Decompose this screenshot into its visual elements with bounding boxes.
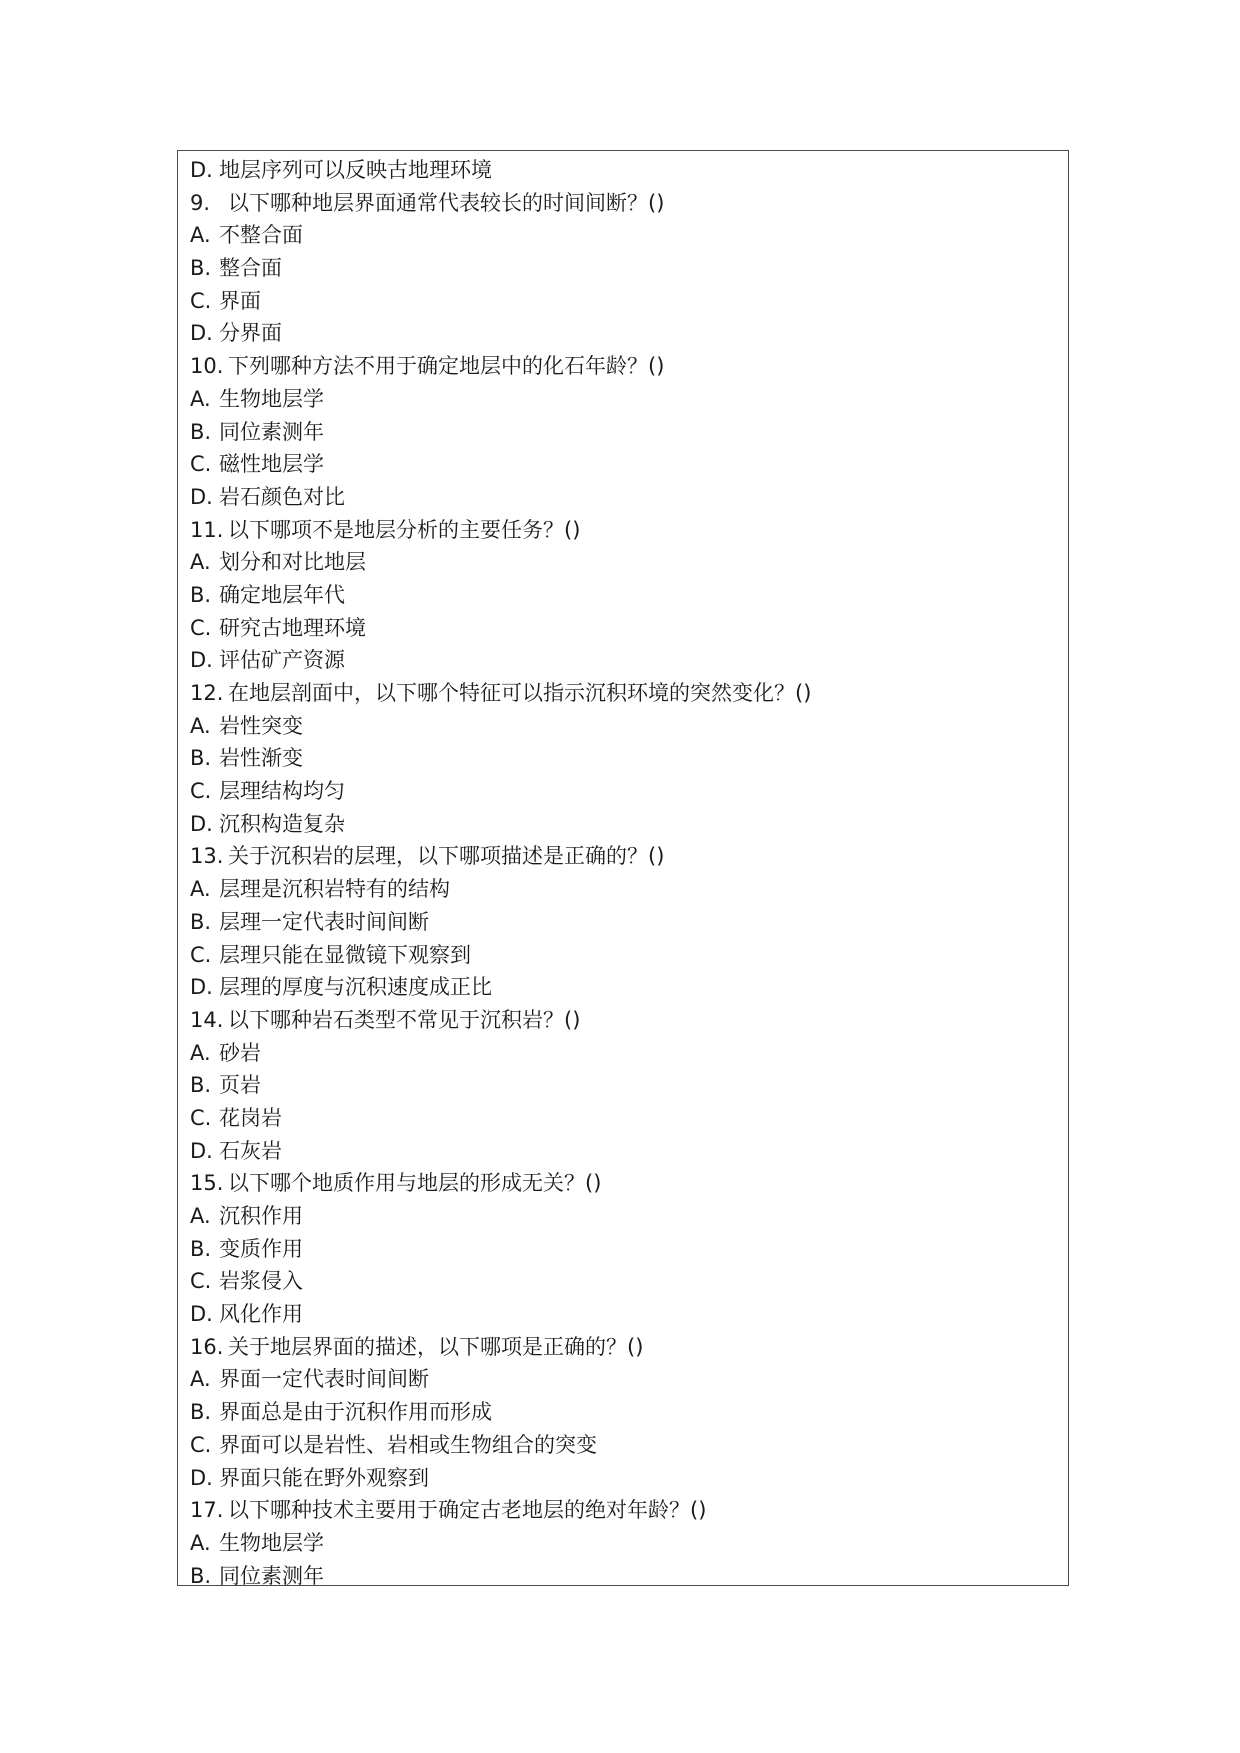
option-line xyxy=(190,1396,1058,1429)
option-line xyxy=(190,644,1058,677)
question-line xyxy=(190,187,1058,220)
option-letter: D. xyxy=(190,158,213,182)
option-line xyxy=(190,1298,1058,1331)
option-line xyxy=(190,939,1058,972)
option-line xyxy=(190,742,1058,775)
option-line xyxy=(190,612,1058,645)
question-number: 13. xyxy=(190,844,224,869)
option-line xyxy=(190,252,1058,285)
question-text: 关于地层界面的描述，以下哪项是正确的？() xyxy=(228,1334,644,1359)
question-line xyxy=(190,1167,1058,1200)
question-frame xyxy=(177,150,1069,1586)
option-text: 层理只能在显微镜下观察到 xyxy=(219,942,471,967)
option-text: 界面一定代表时间间断 xyxy=(219,1367,429,1392)
option-text: 分界面 xyxy=(219,321,282,346)
option-letter: A. xyxy=(190,1204,211,1228)
option-text: 同位素测年 xyxy=(219,1563,324,1588)
option-letter: B. xyxy=(190,1073,212,1098)
option-letter: D. xyxy=(190,1465,213,1490)
option-line xyxy=(190,1265,1058,1298)
option-letter: A. xyxy=(190,1040,211,1065)
option-text: 生物地层学 xyxy=(219,1530,324,1555)
option-line xyxy=(190,710,1058,743)
option-text: 岩石颜色对比 xyxy=(219,484,345,509)
option-line xyxy=(190,1462,1058,1495)
option-line xyxy=(190,1527,1058,1560)
option-text: 整合面 xyxy=(219,256,282,281)
option-text: 石灰岩 xyxy=(219,1138,282,1163)
option-line xyxy=(190,219,1058,252)
option-text: 层理的厚度与沉积速度成正比 xyxy=(219,975,492,1000)
option-line xyxy=(190,579,1058,612)
option-letter: B. xyxy=(190,419,212,444)
option-text: 变质作用 xyxy=(219,1236,303,1261)
option-text: 层理是沉积岩特有的结构 xyxy=(219,877,450,902)
question-text: 以下哪项不是地层分析的主要任务？() xyxy=(228,517,581,542)
option-letter: C. xyxy=(190,942,212,967)
option-text: 确定地层年代 xyxy=(219,582,345,607)
question-text: 在地层剖面中，以下哪个特征可以指示沉积环境的突然变化？() xyxy=(228,681,812,705)
option-line xyxy=(190,971,1058,1004)
option-letter: C. xyxy=(190,288,212,313)
option-text: 研究古地理环境 xyxy=(219,615,366,640)
option-line xyxy=(190,1135,1058,1168)
option-line xyxy=(190,448,1058,481)
option-letter: B. xyxy=(190,1400,212,1425)
question-line xyxy=(190,677,1058,710)
option-line xyxy=(190,1233,1058,1266)
option-line xyxy=(190,154,1058,187)
option-line xyxy=(190,285,1058,318)
option-letter: C. xyxy=(190,615,212,640)
question-number: 12. xyxy=(190,681,224,705)
option-text: 生物地层学 xyxy=(219,386,324,411)
question-line xyxy=(190,840,1058,873)
option-line xyxy=(190,383,1058,416)
option-text: 沉积作用 xyxy=(219,1204,303,1228)
option-line xyxy=(190,317,1058,350)
option-line xyxy=(190,1200,1058,1233)
option-text: 花岗岩 xyxy=(219,1105,282,1130)
option-text: 砂岩 xyxy=(219,1040,261,1065)
option-text: 岩性突变 xyxy=(219,713,303,738)
option-letter: A. xyxy=(190,713,211,738)
option-letter: C. xyxy=(190,1105,212,1130)
question-text: 以下哪种技术主要用于确定古老地层的绝对年龄？() xyxy=(228,1498,707,1523)
option-letter: D. xyxy=(190,975,213,1000)
option-text: 地层序列可以反映古地理环境 xyxy=(219,158,492,182)
option-letter: A. xyxy=(190,1530,211,1555)
option-line xyxy=(190,873,1058,906)
option-line xyxy=(190,416,1058,449)
option-letter: D. xyxy=(190,1138,213,1163)
option-line xyxy=(190,808,1058,841)
option-letter: A. xyxy=(190,550,211,575)
option-letter: D. xyxy=(190,811,213,836)
option-text: 同位素测年 xyxy=(219,419,324,444)
option-line xyxy=(190,1069,1058,1102)
option-letter: D. xyxy=(190,648,213,673)
option-letter: A. xyxy=(190,877,211,902)
option-letter: A. xyxy=(190,223,211,248)
option-text: 层理一定代表时间间断 xyxy=(219,909,429,934)
option-text: 岩性渐变 xyxy=(219,746,303,771)
option-text: 界面总是由于沉积作用而形成 xyxy=(219,1400,492,1425)
option-text: 沉积构造复杂 xyxy=(219,811,345,836)
option-line xyxy=(190,1560,1058,1593)
option-text: 岩浆侵入 xyxy=(219,1269,303,1294)
question-line xyxy=(190,1004,1058,1037)
question-number: 9. xyxy=(190,190,211,215)
option-letter: C. xyxy=(190,1432,212,1457)
option-line xyxy=(190,1037,1058,1070)
option-letter: B. xyxy=(190,1563,212,1588)
option-letter: C. xyxy=(190,452,212,477)
question-text: 以下哪种岩石类型不常见于沉积岩？() xyxy=(228,1007,581,1032)
option-letter: A. xyxy=(190,1367,211,1392)
question-number: 14. xyxy=(190,1007,224,1032)
question-list xyxy=(190,151,1058,1592)
option-letter: B. xyxy=(190,1236,212,1261)
question-number: 10. xyxy=(190,354,224,379)
question-text: 以下哪种地层界面通常代表较长的时间间断？() xyxy=(228,190,665,215)
question-number: 15. xyxy=(190,1171,224,1196)
option-text: 风化作用 xyxy=(219,1302,303,1327)
option-text: 磁性地层学 xyxy=(219,452,324,477)
option-line xyxy=(190,775,1058,808)
question-number: 16. xyxy=(190,1334,224,1359)
option-text: 评估矿产资源 xyxy=(219,648,345,673)
option-letter: C. xyxy=(190,779,212,804)
option-text: 不整合面 xyxy=(219,223,303,248)
option-text: 层理结构均匀 xyxy=(219,779,345,804)
question-text: 关于沉积岩的层理，以下哪项描述是正确的？() xyxy=(228,844,665,869)
option-letter: B. xyxy=(190,256,212,281)
question-line xyxy=(190,514,1058,547)
option-line xyxy=(190,906,1058,939)
option-letter: A. xyxy=(190,386,211,411)
option-line xyxy=(190,1102,1058,1135)
option-line xyxy=(190,546,1058,579)
option-text: 界面 xyxy=(219,288,261,313)
option-text: 界面只能在野外观察到 xyxy=(219,1465,429,1490)
question-text: 下列哪种方法不用于确定地层中的化石年龄？() xyxy=(228,354,665,379)
option-text: 页岩 xyxy=(219,1073,261,1098)
question-text: 以下哪个地质作用与地层的形成无关？() xyxy=(228,1171,602,1196)
option-letter: D. xyxy=(190,321,213,346)
question-line xyxy=(190,1331,1058,1364)
option-text: 划分和对比地层 xyxy=(219,550,366,575)
question-number: 17. xyxy=(190,1498,224,1523)
option-line xyxy=(190,481,1058,514)
option-line xyxy=(190,1429,1058,1462)
question-line xyxy=(190,350,1058,383)
option-letter: C. xyxy=(190,1269,212,1294)
option-line xyxy=(190,1363,1058,1396)
option-letter: B. xyxy=(190,909,212,934)
question-number: 11. xyxy=(190,517,224,542)
option-letter: D. xyxy=(190,484,213,509)
question-line xyxy=(190,1494,1058,1527)
option-letter: B. xyxy=(190,582,212,607)
option-text: 界面可以是岩性、岩相或生物组合的突变 xyxy=(219,1432,597,1457)
option-letter: D. xyxy=(190,1302,213,1327)
option-letter: B. xyxy=(190,746,212,771)
